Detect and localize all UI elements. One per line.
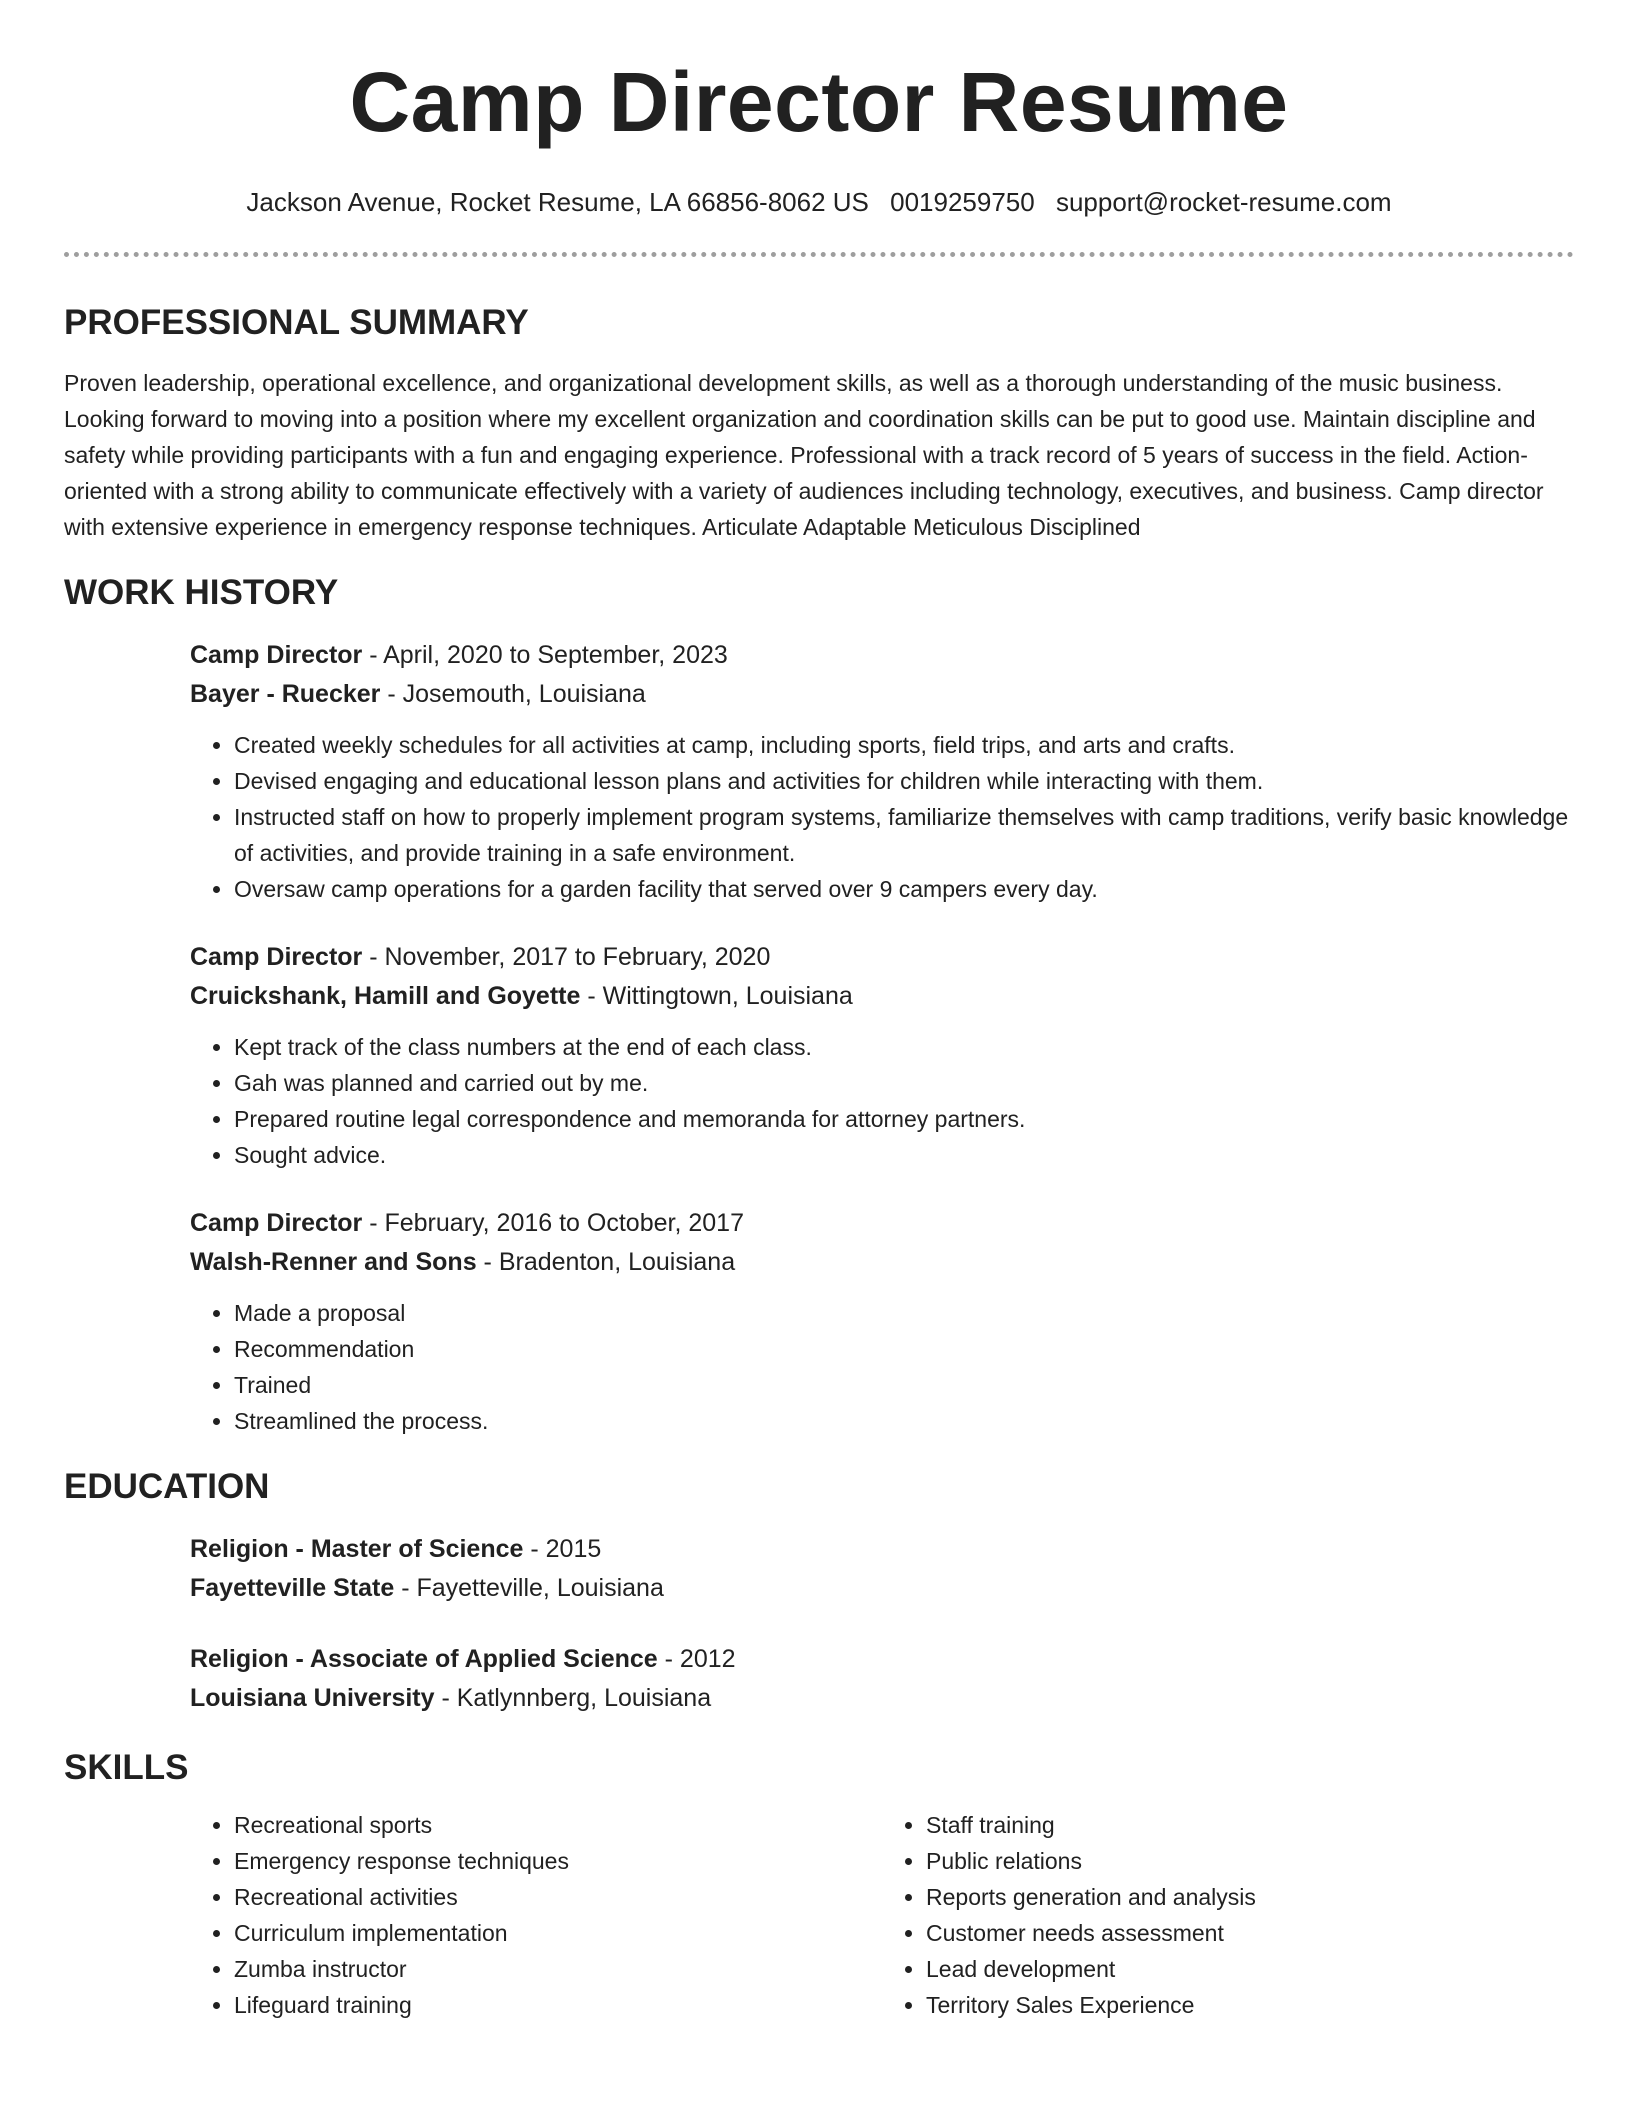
job-dates: - April, 2020 to September, 2023 [362,641,728,669]
resume-page [64,52,1574,2023]
job-entry [190,1204,1574,1439]
degree: Religion - Master of Science [190,1535,524,1563]
list-item: • Gah was planned and carried out by me. [234,1065,1574,1101]
list-item: • Streamlined the process. [234,1403,1574,1439]
job-bullets [190,1029,1574,1173]
list-item: • Made a proposal [234,1295,1574,1331]
job-bullets [190,727,1574,907]
list-item: • Territory Sales Experience [926,1987,1574,2023]
skills-column-left [190,1807,882,2023]
list-item: • Public relations [926,1843,1574,1879]
resume-title: Camp Director Resume [349,55,1289,149]
list-item: • Devised engaging and educational lesson plans and activities for children while interacting with them. [234,763,1574,799]
header-divider [64,252,1574,257]
job-location: - Josemouth, Louisiana [380,680,646,708]
work-heading: WORK HISTORY [64,573,339,612]
list-item: • Emergency response techniques [234,1843,882,1879]
contact-line [64,184,1574,220]
job-bullets [190,1295,1574,1439]
list-item: • Trained [234,1367,1574,1403]
job-dates: - November, 2017 to February, 2020 [362,943,771,971]
skills-grid [190,1807,1574,2023]
school-location: - Katlynnberg, Louisiana [434,1684,712,1712]
job-title-line [190,1204,1574,1243]
summary-heading: PROFESSIONAL SUMMARY [64,303,529,342]
job-company-line [190,675,1574,714]
job-company: Walsh-Renner and Sons [190,1248,477,1276]
degree-year: - 2012 [657,1645,736,1673]
degree-line [190,1640,1574,1679]
education-entry [190,1530,1574,1608]
degree-line [190,1530,1574,1569]
job-dates: - February, 2016 to October, 2017 [362,1209,744,1237]
school: Fayetteville State [190,1574,395,1602]
list-item: • Staff training [926,1807,1574,1843]
education-section [64,1465,1574,1718]
job-title-line [190,636,1574,675]
list-item: • Recommendation [234,1331,1574,1367]
list-item: • Customer needs assessment [926,1915,1574,1951]
school-location: - Fayetteville, Louisiana [394,1574,664,1602]
job-title-line [190,938,1574,977]
school-line [190,1569,1574,1608]
school: Louisiana University [190,1684,435,1712]
skills-heading: SKILLS [64,1748,189,1787]
list-item: • Reports generation and analysis [926,1879,1574,1915]
job-entry [190,636,1574,907]
contact-email: support@rocket-resume.com [1055,187,1392,217]
list-item: • Sought advice. [234,1137,1574,1173]
job-entry [190,938,1574,1173]
list-item: • Recreational activities [234,1879,882,1915]
job-title: Camp Director [190,943,363,971]
job-title: Camp Director [190,641,363,669]
summary-text: Proven leadership, operational excellence, and organizational development skills, as well as a thorough understanding of the music business. Looking forward to moving into a position where my excellent organization and coordination skills can be put to good use. Maintain discipline and safety while providing participants with a fun and engaging experience. Professional with a track record of 5 years of success in the field. Action-oriented with a strong ability to communicate effectively with a variety of audiences including technology, executives, and business. Camp director with extensive experience in emergency response techniques. Articulate Adaptable Meticulous Disciplined [64,370,1544,540]
summary-section [64,301,1574,545]
job-location: - Bradenton, Louisiana [476,1248,736,1276]
school-line [190,1679,1574,1718]
list-item: • Curriculum implementation [234,1915,882,1951]
list-item: • Lead development [926,1951,1574,1987]
skills-column-right [882,1807,1574,2023]
job-company-line [190,977,1574,1016]
list-item: • Created weekly schedules for all activities at camp, including sports, field trips, and arts and crafts. [234,727,1574,763]
work-section [64,571,1574,1439]
job-location: - Wittingtown, Louisiana [580,982,853,1010]
list-item: • Lifeguard training [234,1987,882,2023]
job-company: Cruickshank, Hamill and Goyette [190,982,581,1010]
job-company: Bayer - Ruecker [190,680,381,708]
contact-address: Jackson Avenue, Rocket Resume, LA 66856-8062 US [246,187,869,217]
job-title: Camp Director [190,1209,363,1237]
list-item: • Zumba instructor [234,1951,882,1987]
job-company-line [190,1243,1574,1282]
list-item: • Kept track of the class numbers at the end of each class. [234,1029,1574,1065]
skills-section [64,1746,1574,2023]
list-item: • Prepared routine legal correspondence and memoranda for attorney partners. [234,1101,1574,1137]
list-item: • Recreational sports [234,1807,882,1843]
education-entry [190,1640,1574,1718]
list-item: • Oversaw camp operations for a garden facility that served over 9 campers every day. [234,871,1574,907]
degree-year: - 2015 [523,1535,602,1563]
education-heading: EDUCATION [64,1467,270,1506]
list-item: • Instructed staff on how to properly implement program systems, familiarize themselves with camp traditions, verify basic knowledge of activities, and provide training in a safe environment. [234,799,1574,871]
degree: Religion - Associate of Applied Science [190,1645,658,1673]
contact-phone: 0019259750 [890,187,1035,217]
